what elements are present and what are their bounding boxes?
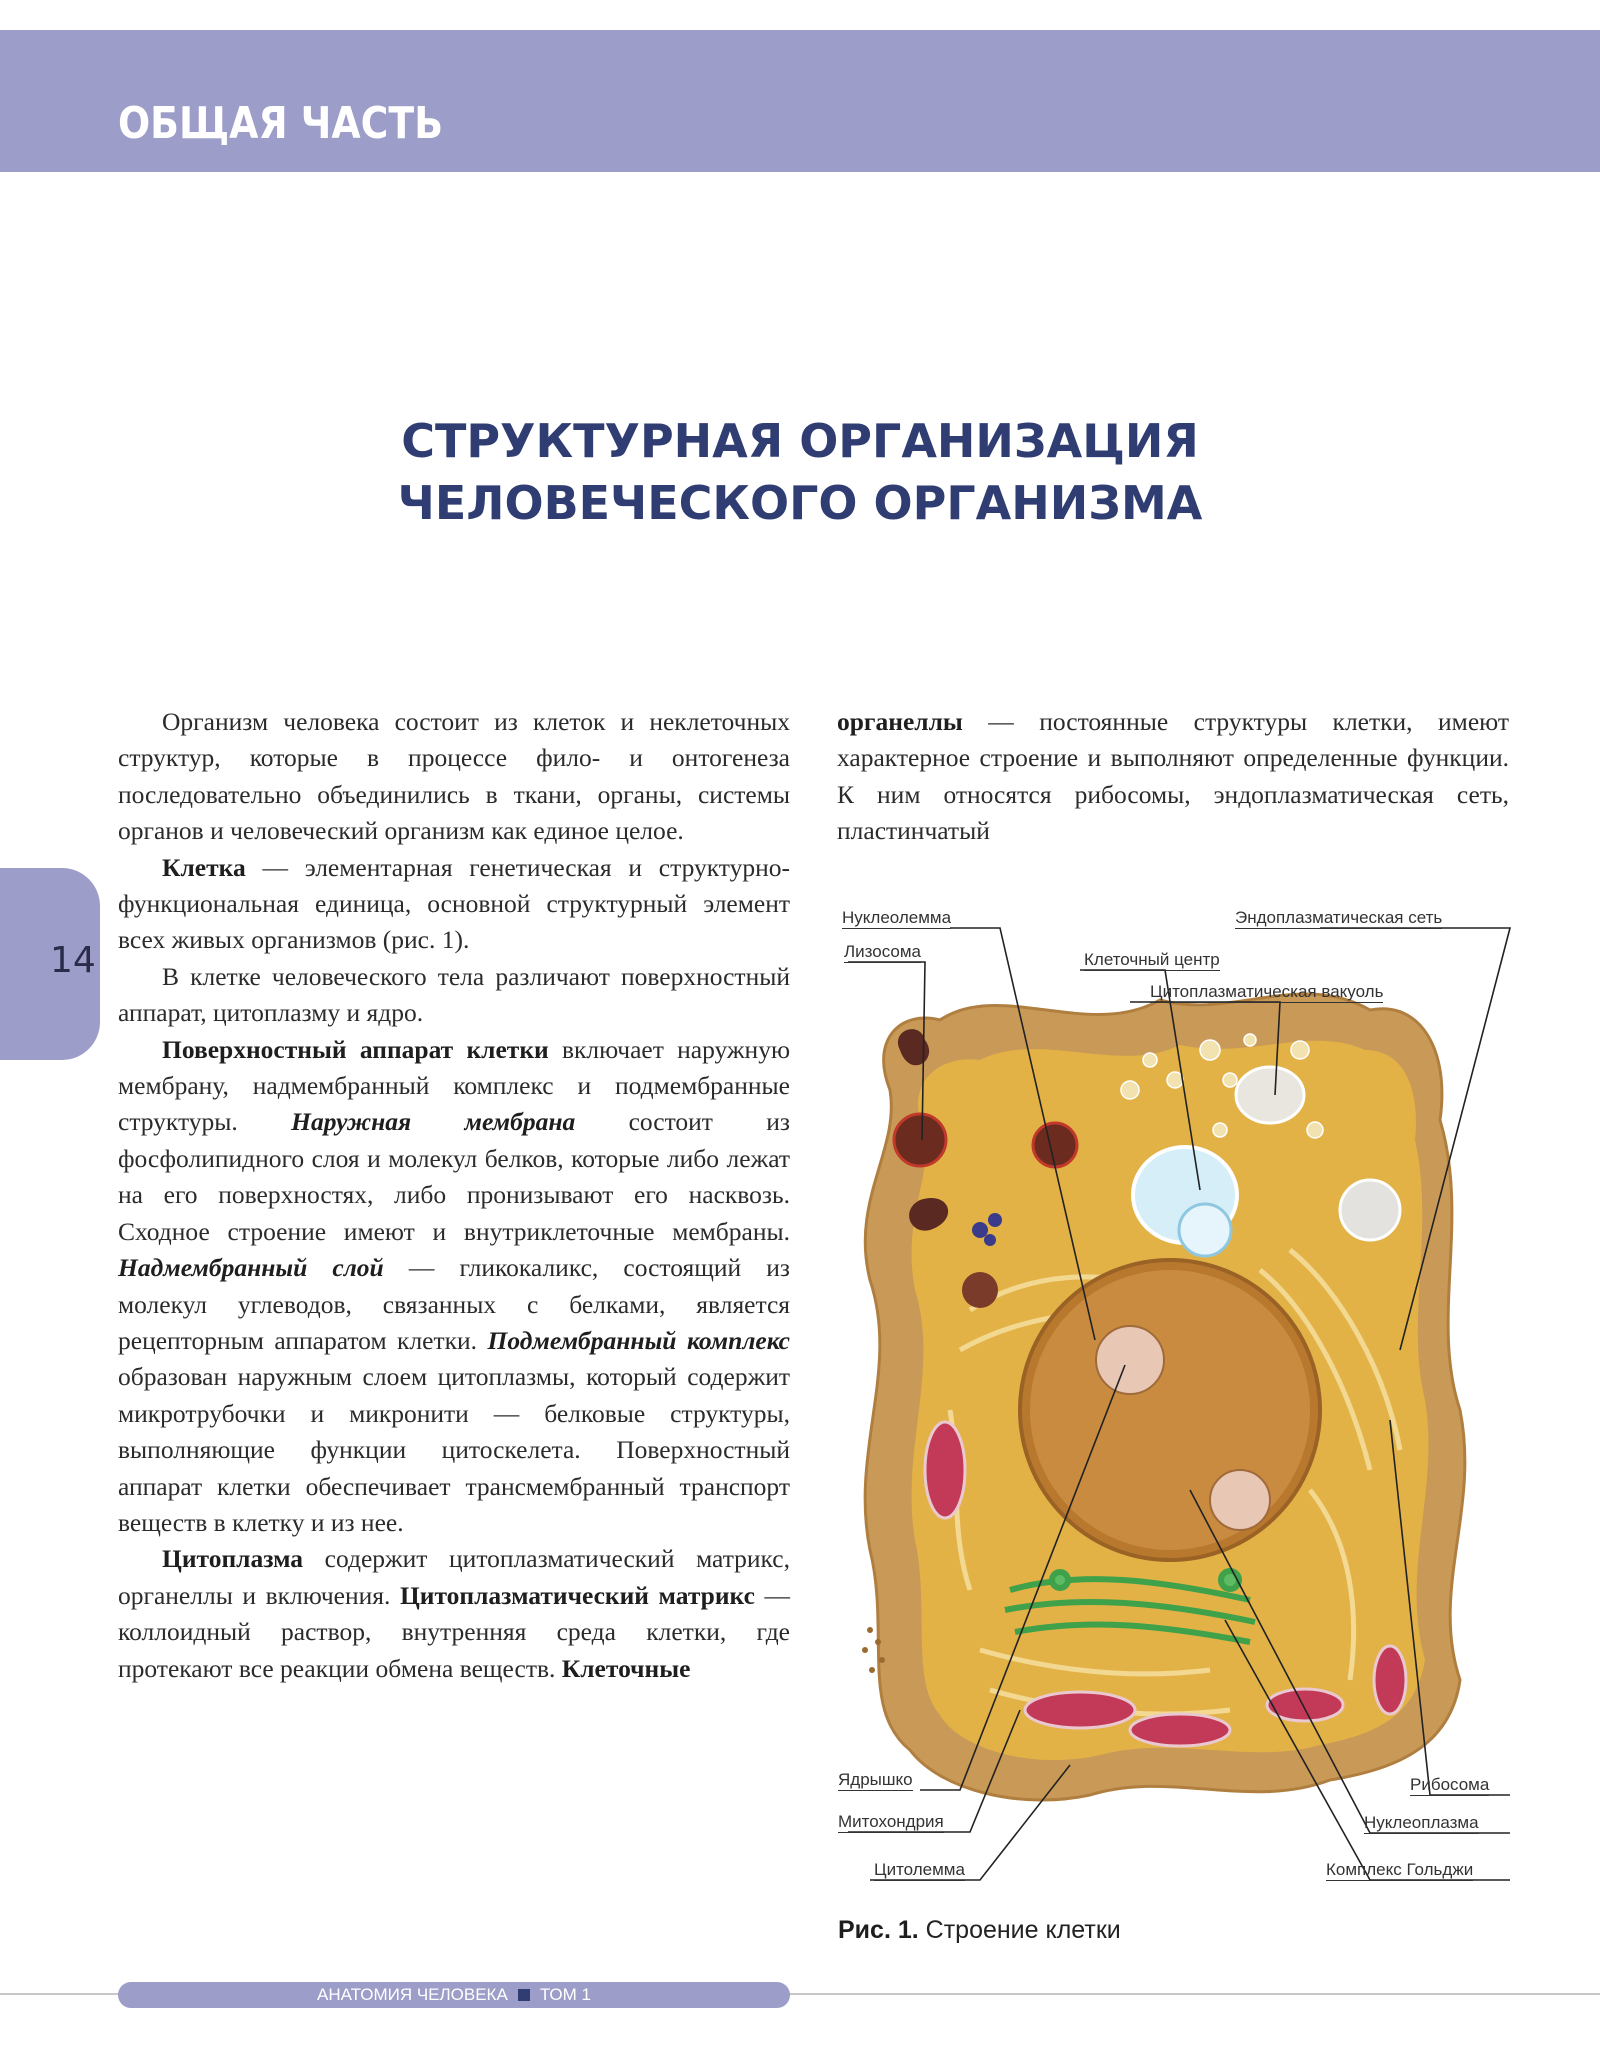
footer-square-icon — [518, 1989, 530, 2001]
label-nucleolus: Ядрышко — [838, 1770, 913, 1789]
paragraph-text: — элементарная генетическая и структурно-функциональная единица, основной структурный элемент всех живых организмов (рис. 1). — [118, 852, 790, 955]
page-number: 14 — [50, 940, 96, 981]
figure-caption-label: Рис. 1. — [838, 1916, 919, 1944]
footer-book-title: АНАТОМИЯ ЧЕЛОВЕКА — [316, 1985, 508, 2004]
chapter-title-line-2: ЧЕЛОВЕЧЕСКОГО ОРГАНИЗМА — [397, 476, 1203, 530]
chapter-title — [0, 410, 1600, 534]
figure-caption-text: Строение клетки — [925, 1916, 1121, 1944]
paragraph-text: состоит из фосфолипидного слоя и молекул белков, которые либо лежат на его поверхностях, либо пронизывают его насквозь. Сходное строение имеют и внутриклеточные мембраны. — [118, 1107, 790, 1246]
term-cell: Клетка — [162, 852, 246, 882]
paragraph-text: — коллоидный раствор, внутренняя среда клетки, где протекают все реакции обмена веществ. — [118, 1580, 791, 1683]
paragraph-cytoplasm — [118, 1541, 790, 1687]
term-organelles: органеллы — [837, 707, 963, 736]
nucleolus-2 — [1210, 1470, 1270, 1530]
label-cytoplasmic-vacuole: Цитоплазматическая вакуоль — [1150, 982, 1384, 1001]
term-cytoplasm: Цитоплазма — [162, 1544, 304, 1574]
term-supramembrane-layer: Надмембранный слой — [118, 1253, 384, 1283]
term-outer-membrane: Наружная мембрана — [291, 1107, 576, 1137]
figure-caption — [838, 1916, 1121, 1945]
footer-running-title — [118, 1982, 790, 2008]
paragraph-intro: Организм человека состоит из клеток и неклеточных структур, которые в процессе фило- и онтогенеза последовательно объединились в ткани, органы, системы органов и человеческий организм как единое целое. — [118, 707, 790, 846]
cell-structure-figure — [830, 890, 1520, 1900]
label-endoplasmic-reticulum: Эндоплазматическая сеть — [1235, 908, 1443, 927]
section-title: ОБЩАЯ ЧАСТЬ — [118, 98, 444, 149]
cytoplasmic-vacuole — [1236, 1067, 1304, 1123]
label-lysosome: Лизосома — [844, 942, 921, 961]
term-surface-apparatus: Поверхностный аппарат клетки — [162, 1034, 549, 1064]
paragraph-text: образован наружным слоем цитоплазмы, который содержит микротрубочки и микронити — белковые структуры, выполняющие функции цитоскелета. Поверхностный аппарат клетки обеспечивает трансмембранный транспорт веществ в клетку и из нее. — [118, 1362, 790, 1537]
label-cell-center: Клеточный центр — [1084, 950, 1220, 969]
left-text-column — [118, 704, 790, 1687]
cell-illustration — [830, 890, 1520, 1900]
term-submembrane-complex: Подмембранный комплекс — [487, 1325, 790, 1355]
paragraph-text: — постоянные структуры клетки, имеют характерное строение и выполняют определенные функции. К ним относятся рибосомы, эндоплазматическая сеть, пластинчатый — [837, 707, 1509, 846]
paragraph-text: содержит цитоплазматический матрикс, органеллы и включения. — [118, 1544, 790, 1610]
right-text-column — [837, 704, 1509, 850]
label-golgi-complex: Комплекс Гольджи — [1326, 1860, 1474, 1879]
paragraph-text: — гликокаликс, состоящий из молекул углеводов, связанных с белками, является рецепторным аппаратом клетки. — [118, 1253, 791, 1355]
label-nucleoplasm: Нуклеоплазма — [1364, 1813, 1479, 1832]
footer-volume: ТОМ 1 — [539, 1985, 591, 2004]
label-mitochondria: Митохондрия — [838, 1812, 944, 1831]
label-ribosome: Рибосома — [1410, 1775, 1490, 1794]
nucleolus-1 — [1096, 1326, 1164, 1394]
term-cell-organelles: Клеточные — [561, 1653, 691, 1683]
paragraph-organelles — [837, 704, 1509, 850]
label-nucleolemma: Нуклеолемма — [842, 908, 952, 927]
paragraph-surface-apparatus — [118, 1032, 790, 1542]
term-cytoplasmic-matrix: Цитоплазматический матрикс — [399, 1580, 755, 1610]
paragraph-text: включает наружную мембрану, надмембранный комплекс и подмембранные структуры. — [118, 1034, 790, 1137]
label-cytolemma: Цитолемма — [874, 1860, 965, 1879]
chapter-title-line-1: СТРУКТУРНАЯ ОРГАНИЗАЦИЯ — [401, 414, 1199, 468]
paragraph-cell — [118, 850, 790, 959]
paragraph-cell-parts: В клетке человеческого тела различают поверхностный аппарат, цитоплазму и ядро. — [118, 961, 790, 1028]
